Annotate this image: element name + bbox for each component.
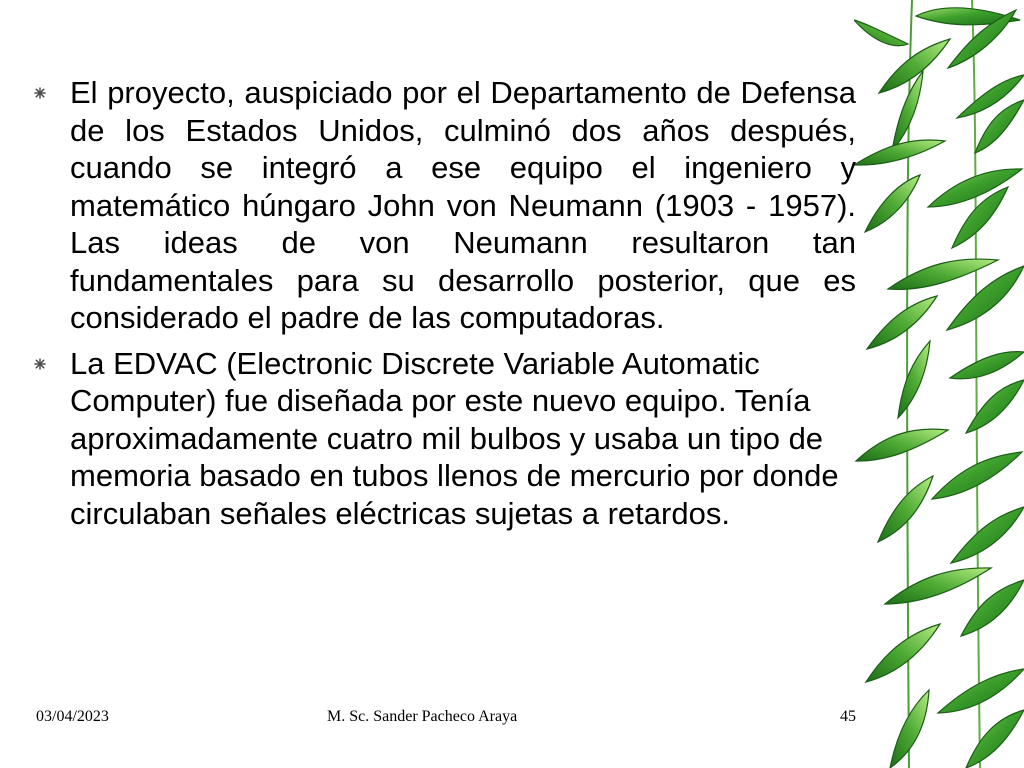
asterisk-star-icon (34, 358, 46, 370)
bullet-item-edvac (30, 345, 840, 533)
slide-body (30, 74, 856, 540)
footer-date: 03/04/2023 (36, 708, 109, 725)
page-number: 45 (840, 708, 856, 725)
bamboo-leaves-icon (854, 0, 1024, 768)
bullet-text-edvac: La EDVAC (Electronic Discrete Variable Automatic Computer) fue diseñada por este nuevo equipo. Tenía aproximadamente cuatro mil bulbos y usaba un tipo de memoria basado en tubos llenos de mercurio por donde circulaban señales eléctricas sujetas a retardos. (70, 345, 839, 531)
bullet-item-von-neumann (30, 74, 856, 337)
bullet-text-von-neumann: El proyecto, auspiciado por el Departamento de Defensa de los Estados Unidos, culminó dos años después, cuando se integró a ese equipo el ingeniero y matemático húngaro John von Neumann (1903 - 1957). Las ideas de von Neumann resultaron tan fundamentales para su desarrollo posterior, que es considerado el padre de las computadoras. (70, 75, 856, 335)
footer-author: M. Sc. Sander Pacheco Araya (327, 708, 518, 725)
asterisk-star-icon (34, 87, 46, 99)
